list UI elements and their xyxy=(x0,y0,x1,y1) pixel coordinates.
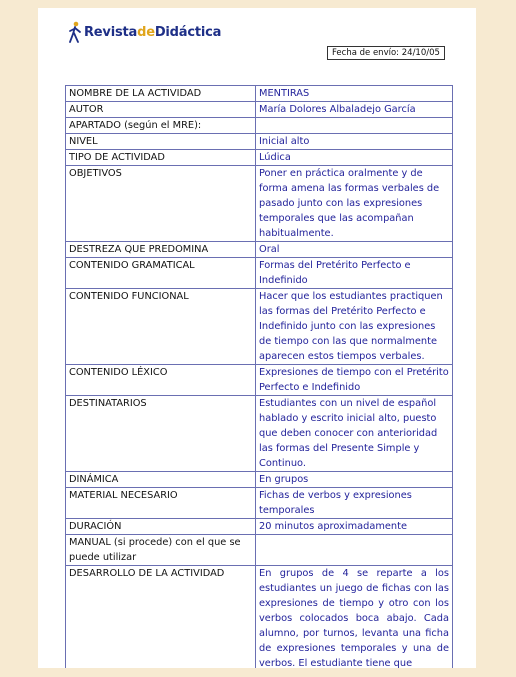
row-label: APARTADO (según el MRE): xyxy=(66,118,256,134)
row-value: Oral xyxy=(256,242,453,258)
row-label: DURACIÓN xyxy=(66,519,256,535)
row-value: Hacer que los estudiantes practiquen las formas del Pretérito Perfecto e Indefinido junto con las expresiones de tiempo con las que normalmente aparecen estos tiempos verbales. xyxy=(256,289,453,365)
table-row xyxy=(66,134,453,150)
table-row xyxy=(66,519,453,535)
row-label: DESARROLLO DE LA ACTIVIDAD xyxy=(66,566,256,669)
logo-part-2: de xyxy=(137,24,155,40)
row-value: María Dolores Albaladejo García xyxy=(256,102,453,118)
row-value: Poner en práctica oralmente y de forma amena las formas verbales de pasado junto con las expresiones temporales que las acompañan habitualmente. xyxy=(256,166,453,242)
row-value: En grupos xyxy=(256,472,453,488)
row-value: Estudiantes con un nivel de español hablado y escrito inicial alto, puesto que deben conocer con anterioridad las formas del Presente Simple y Continuo. xyxy=(256,396,453,472)
row-label: TIPO DE ACTIVIDAD xyxy=(66,150,256,166)
row-label: OBJETIVOS xyxy=(66,166,256,242)
table-row xyxy=(66,396,453,472)
logo-part-1: Revista xyxy=(84,24,138,40)
row-value: Expresiones de tiempo con el Pretérito Perfecto e Indefinido xyxy=(256,365,453,396)
row-value: 20 minutos aproximadamente xyxy=(256,519,453,535)
table-row xyxy=(66,150,453,166)
table-row xyxy=(66,166,453,242)
row-value xyxy=(256,118,453,134)
table-row xyxy=(66,488,453,519)
row-label: CONTENIDO LÉXICO xyxy=(66,365,256,396)
table-row xyxy=(66,289,453,365)
row-label: MATERIAL NECESARIO xyxy=(66,488,256,519)
table-row xyxy=(66,472,453,488)
row-label: DINÁMICA xyxy=(66,472,256,488)
table-row xyxy=(66,566,453,669)
row-label: NIVEL xyxy=(66,134,256,150)
row-value: En grupos de 4 se reparte a los estudiantes un juego de fichas con las expresiones de tiempo y otro con los verbos colocados boca abajo. Cada alumno, por turnos, levanta una ficha de expresiones temporales y una de verbos. El estudiante tiene que xyxy=(256,566,453,669)
row-label: CONTENIDO GRAMATICAL xyxy=(66,258,256,289)
submission-date: Fecha de envío: 24/10/05 xyxy=(327,46,445,60)
date-label: Fecha de envío xyxy=(332,48,397,58)
activity-sheet xyxy=(65,85,453,668)
row-label: CONTENIDO FUNCIONAL xyxy=(66,289,256,365)
row-label: DESTINATARIOS xyxy=(66,396,256,472)
logo-part-3: Didáctica xyxy=(154,24,222,40)
table-row xyxy=(66,535,453,566)
row-value: Inicial alto xyxy=(256,134,453,150)
row-label: AUTOR xyxy=(66,102,256,118)
table-row xyxy=(66,242,453,258)
document-page xyxy=(38,8,476,668)
logo-text xyxy=(84,25,221,40)
table-row xyxy=(66,258,453,289)
row-value: Fichas de verbos y expresiones temporales xyxy=(256,488,453,519)
row-value: Formas del Pretérito Perfecto e Indefinido xyxy=(256,258,453,289)
row-label: DESTREZA QUE PREDOMINA xyxy=(66,242,256,258)
table-row xyxy=(66,102,453,118)
table-row xyxy=(66,365,453,396)
row-label: NOMBRE DE LA ACTIVIDAD xyxy=(66,86,256,102)
reader-figure-icon xyxy=(68,21,82,43)
row-label: MANUAL (si procede) con el que se puede utilizar xyxy=(66,535,256,566)
date-value: 24/10/05 xyxy=(401,48,440,58)
row-value xyxy=(256,535,453,566)
journal-logo xyxy=(68,20,221,44)
row-value: MENTIRAS xyxy=(256,86,453,102)
row-value: Lúdica xyxy=(256,150,453,166)
table-row xyxy=(66,118,453,134)
table-row xyxy=(66,86,453,102)
